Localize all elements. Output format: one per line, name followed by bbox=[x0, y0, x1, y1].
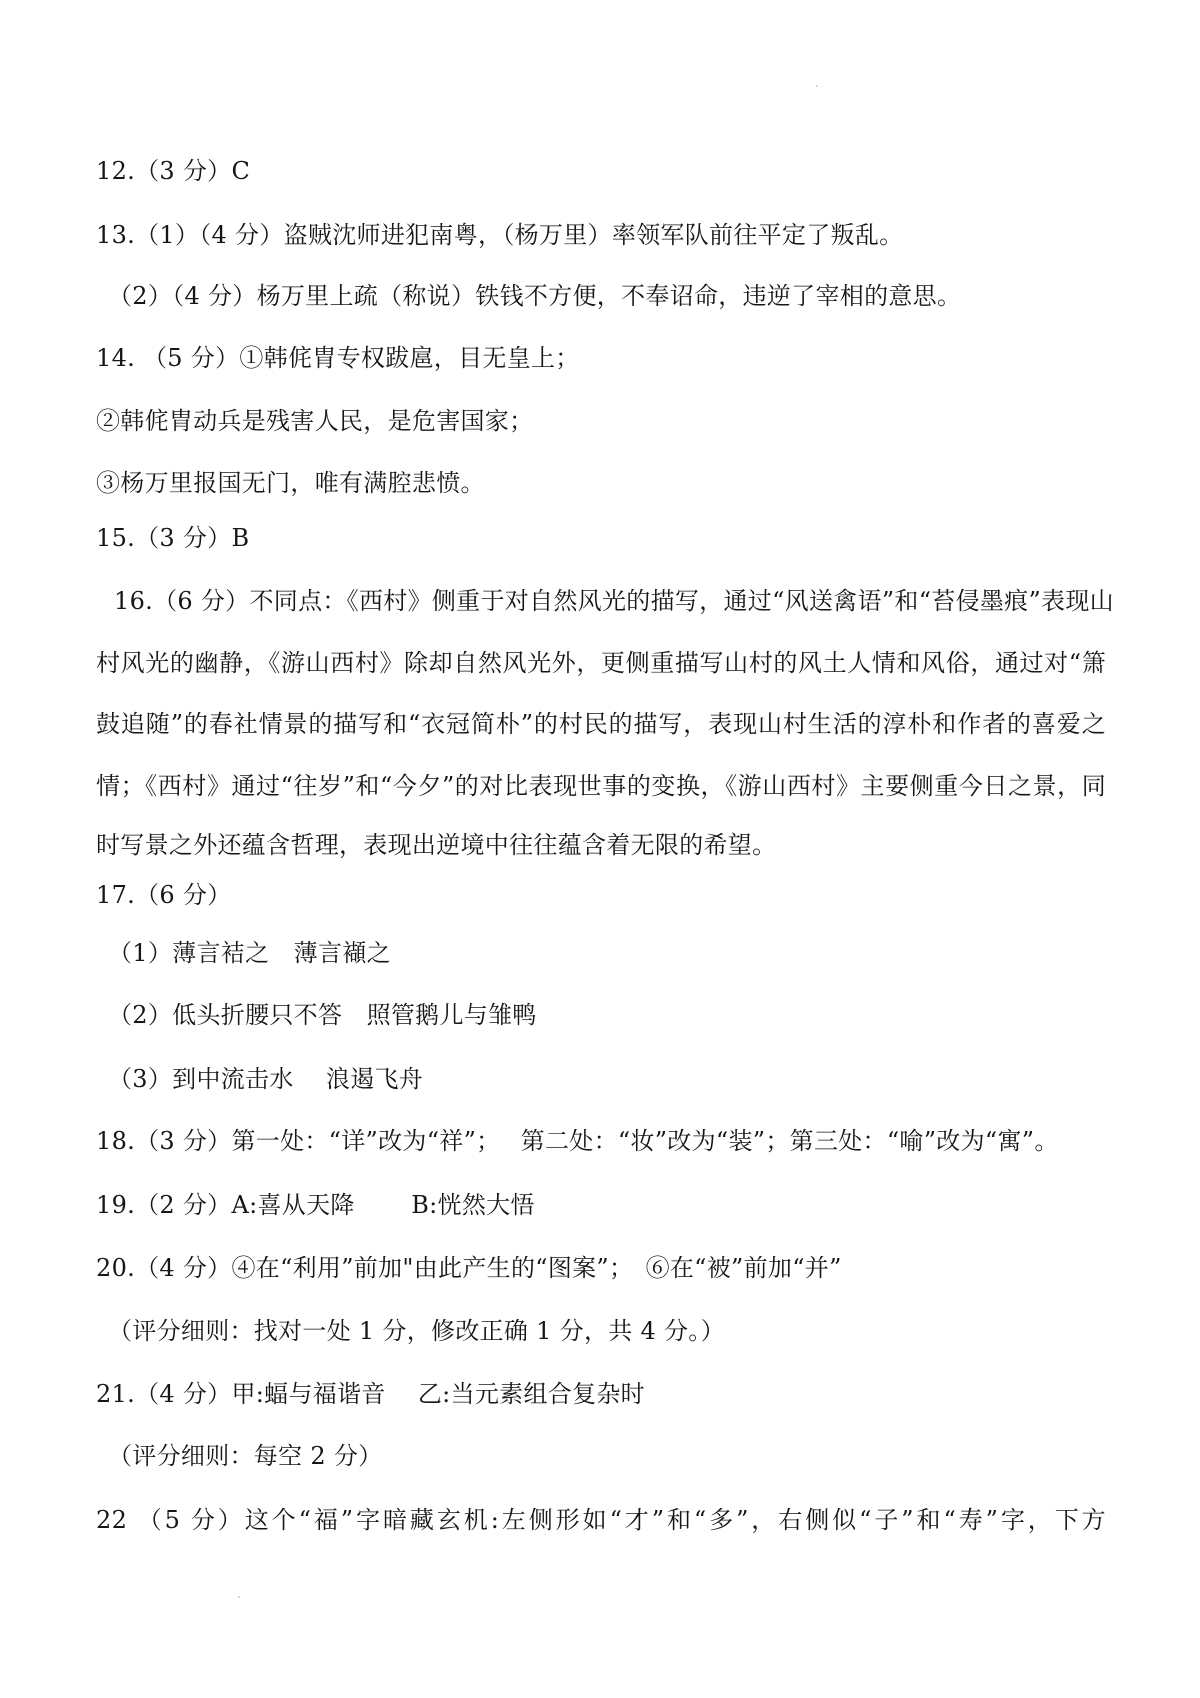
answer-20: 20.（4 分）④在“利用”前加"由此产生的“图案”； ⑥在“被”前加“并” bbox=[96, 1254, 842, 1282]
answer-18: 18.（3 分）第一处：“详”改为“祥”； 第二处：“妆”改为“装”；第三处：“喻”改为“寓”。 bbox=[96, 1127, 1059, 1155]
answer-16-line-3: 鼓追随”的春社情景的描写和“衣冠简朴”的村民的描写，表现山村生活的淳朴和作者的喜爱之 bbox=[96, 710, 1106, 738]
answer-17-part-3: （3）到中流击水 浪遏飞舟 bbox=[108, 1065, 424, 1093]
answer-16-line-2: 村风光的幽静，《游山西村》除却自然风光外，更侧重描写山村的风土人情和风俗，通过对“箫 bbox=[96, 649, 1106, 677]
answer-15: 15.（3 分）B bbox=[96, 524, 250, 552]
answer-16-line-1: 16.（6 分）不同点：《西村》侧重于对自然风光的描写，通过“风送禽语”和“苔侵墨痕”表现山 bbox=[114, 587, 1114, 615]
answer-14-point-1: 14. （5 分）①韩侂胄专权跋扈，目无皇上； bbox=[96, 344, 580, 372]
answer-17-part-2: （2）低头折腰只不答 照管鹅儿与雏鸭 bbox=[108, 1001, 537, 1029]
answer-20-scoring-note: （评分细则：找对一处 1 分，修改正确 1 分，共 4 分。） bbox=[108, 1317, 725, 1345]
answer-21-scoring-note: （评分细则：每空 2 分） bbox=[108, 1442, 383, 1470]
answer-13-part-1: 13.（1）（4 分）盗贼沈师进犯南粤，（杨万里）率领军队前往平定了叛乱。 bbox=[96, 221, 904, 249]
scan-speck bbox=[238, 1596, 240, 1598]
answer-19: 19.（2 分）A:喜从天降 B:恍然大悟 bbox=[96, 1191, 535, 1219]
answer-17-part-1: （1）薄言袺之 薄言襭之 bbox=[108, 939, 391, 967]
answer-17: 17.（6 分） bbox=[96, 881, 232, 909]
answer-16-line-4: 情；《西村》通过“往岁”和“今夕”的对比表现世事的变换，《游山西村》主要侧重今日之景，同 bbox=[96, 772, 1106, 800]
answer-16-line-5: 时写景之外还蕴含哲理，表现出逆境中往往蕴含着无限的希望。 bbox=[96, 831, 777, 859]
answer-21: 21.（4 分）甲:蝠与福谐音 乙:当元素组合复杂时 bbox=[96, 1380, 645, 1408]
answer-14-point-3: ③杨万里报国无门，唯有满腔悲愤。 bbox=[96, 469, 485, 497]
answer-13-part-2: （2）（4 分）杨万里上疏（称说）铁钱不方便，不奉诏命，违逆了宰相的意思。 bbox=[108, 282, 962, 310]
answer-14-point-2: ②韩侂胄动兵是残害人民，是危害国家； bbox=[96, 407, 534, 435]
answer-12: 12.（3 分）C bbox=[96, 157, 251, 185]
answer-22: 22 （5 分）这个“福”字暗藏玄机:左侧形如“才”和“多”，右侧似“子”和“寿”字，下方 bbox=[96, 1506, 1106, 1534]
scan-speck bbox=[816, 85, 818, 87]
